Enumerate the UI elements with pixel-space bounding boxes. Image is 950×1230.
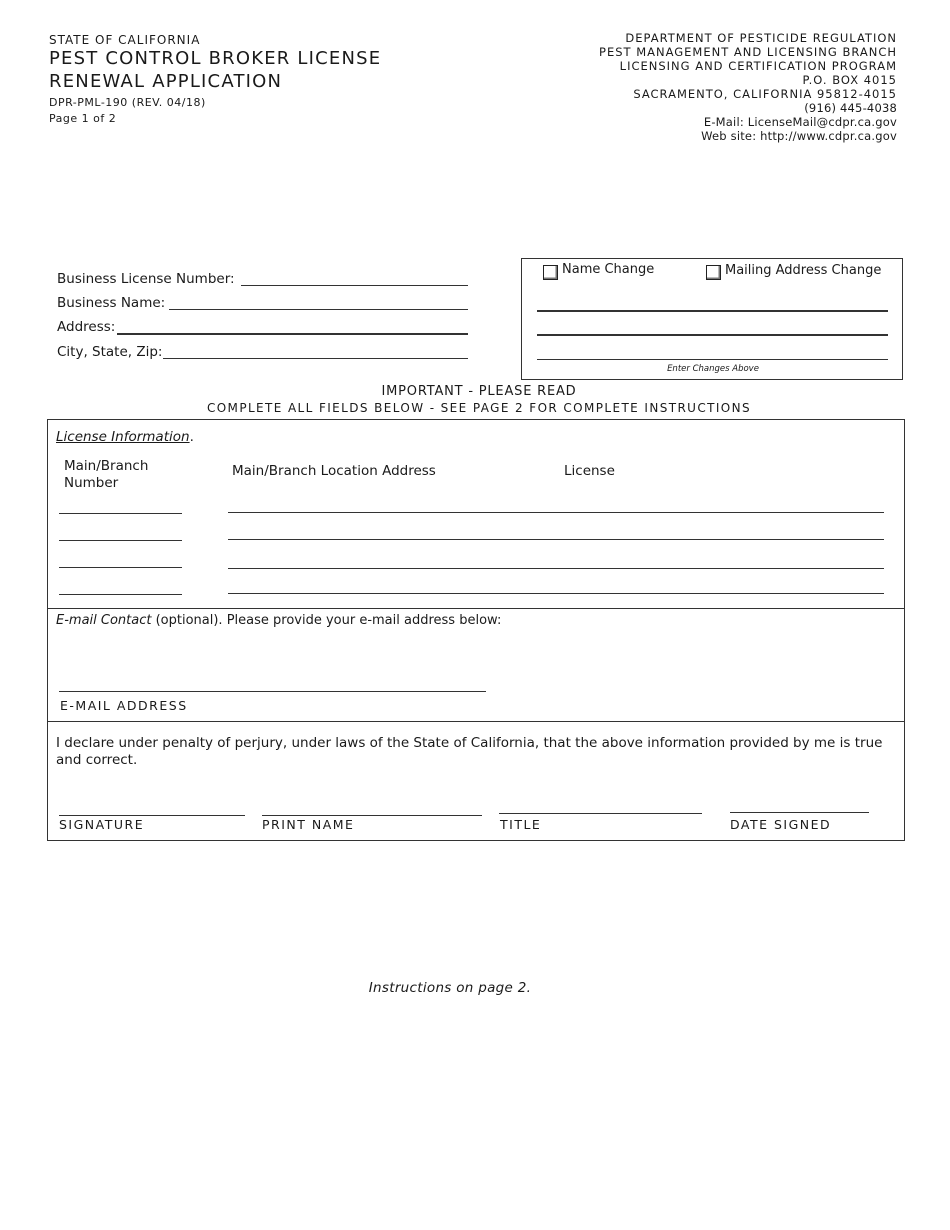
form-title-line1: PEST CONTROL BROKER LICENSE xyxy=(49,48,382,69)
title-field[interactable] xyxy=(499,813,702,814)
branch-number-field-2[interactable] xyxy=(59,540,182,541)
city-address: SACRAMENTO, CALIFORNIA 95812-4015 xyxy=(633,87,897,101)
branch-number-field-4[interactable] xyxy=(59,594,182,595)
website: Web site: http://www.cdpr.ca.gov xyxy=(701,129,897,143)
declaration-text: I declare under penalty of perjury, under laws of the State of California, that the above information provided by me is true and correct. xyxy=(56,735,883,768)
change-line-1[interactable] xyxy=(537,310,888,312)
change-line-2[interactable] xyxy=(537,334,888,336)
email-address-label: E-MAIL ADDRESS xyxy=(60,698,188,713)
name-change-label: Name Change xyxy=(562,262,655,277)
enter-changes-note: Enter Changes Above xyxy=(667,364,759,374)
location-address-field-2[interactable] xyxy=(228,539,884,540)
branch-name: PEST MANAGEMENT AND LICENSING BRANCH xyxy=(599,45,897,59)
mailing-address-change-checkbox[interactable] xyxy=(706,265,721,280)
section-divider-1 xyxy=(48,608,904,609)
location-address-field-1[interactable] xyxy=(228,512,884,513)
changes-box xyxy=(521,258,903,380)
dept-name: DEPARTMENT OF PESTICIDE REGULATION xyxy=(625,31,897,45)
mailing-address-change-label: Mailing Address Change xyxy=(725,263,882,278)
business-name-field[interactable] xyxy=(169,309,468,310)
address-label: Address: xyxy=(57,319,116,335)
branch-number-field-3[interactable] xyxy=(59,567,182,568)
business-license-number-field[interactable] xyxy=(241,285,468,286)
email-address-field[interactable] xyxy=(59,691,486,692)
city-state-zip-field[interactable] xyxy=(163,358,468,359)
program-name: LICENSING AND CERTIFICATION PROGRAM xyxy=(619,59,897,73)
form-number: DPR-PML-190 (REV. 04/18) xyxy=(49,96,206,109)
form-title-line2: RENEWAL APPLICATION xyxy=(49,71,283,92)
email-address: E-Mail: LicenseMail@cdpr.ca.gov xyxy=(703,115,897,129)
name-change-checkbox[interactable] xyxy=(543,265,558,280)
location-address-field-3[interactable] xyxy=(228,568,884,569)
email-contact-text: E-mail Contact (optional). Please provide your e-mail address below: xyxy=(56,613,502,628)
change-line-3[interactable] xyxy=(537,359,888,360)
phone-number: (916) 445-4038 xyxy=(804,101,897,115)
license-info-title: License Information. xyxy=(56,429,194,445)
state-label: STATE OF CALIFORNIA xyxy=(49,33,201,47)
signature-field[interactable] xyxy=(59,815,245,816)
header-left xyxy=(49,33,381,127)
address-field[interactable] xyxy=(117,333,468,335)
business-license-number-label: Business License Number: xyxy=(57,271,235,287)
col-branch-number: Main/Branch Number xyxy=(64,458,149,491)
print-name-field[interactable] xyxy=(262,815,482,816)
date-signed-label: DATE SIGNED xyxy=(730,817,832,832)
business-name-label: Business Name: xyxy=(57,295,166,311)
header-right xyxy=(599,31,897,143)
title-label: TITLE xyxy=(500,817,542,832)
important-notice: IMPORTANT - PLEASE READ xyxy=(381,384,577,399)
location-address-field-4[interactable] xyxy=(228,593,884,594)
col-license: License xyxy=(564,463,615,479)
date-signed-field[interactable] xyxy=(730,812,869,813)
col-location-address: Main/Branch Location Address xyxy=(232,463,436,479)
print-name-label: PRINT NAME xyxy=(262,817,355,832)
city-state-zip-label: City, State, Zip: xyxy=(57,344,163,360)
instructions-footer: Instructions on page 2. xyxy=(368,980,532,996)
branch-number-field-1[interactable] xyxy=(59,513,182,514)
section-divider-2 xyxy=(48,721,904,722)
po-box: P.O. BOX 4015 xyxy=(802,73,897,87)
page-number: Page 1 of 2 xyxy=(49,112,117,125)
complete-fields-notice: COMPLETE ALL FIELDS BELOW - SEE PAGE 2 FOR COMPLETE INSTRUCTIONS xyxy=(206,401,752,415)
main-form-box xyxy=(47,419,905,841)
signature-label: SIGNATURE xyxy=(59,817,145,832)
